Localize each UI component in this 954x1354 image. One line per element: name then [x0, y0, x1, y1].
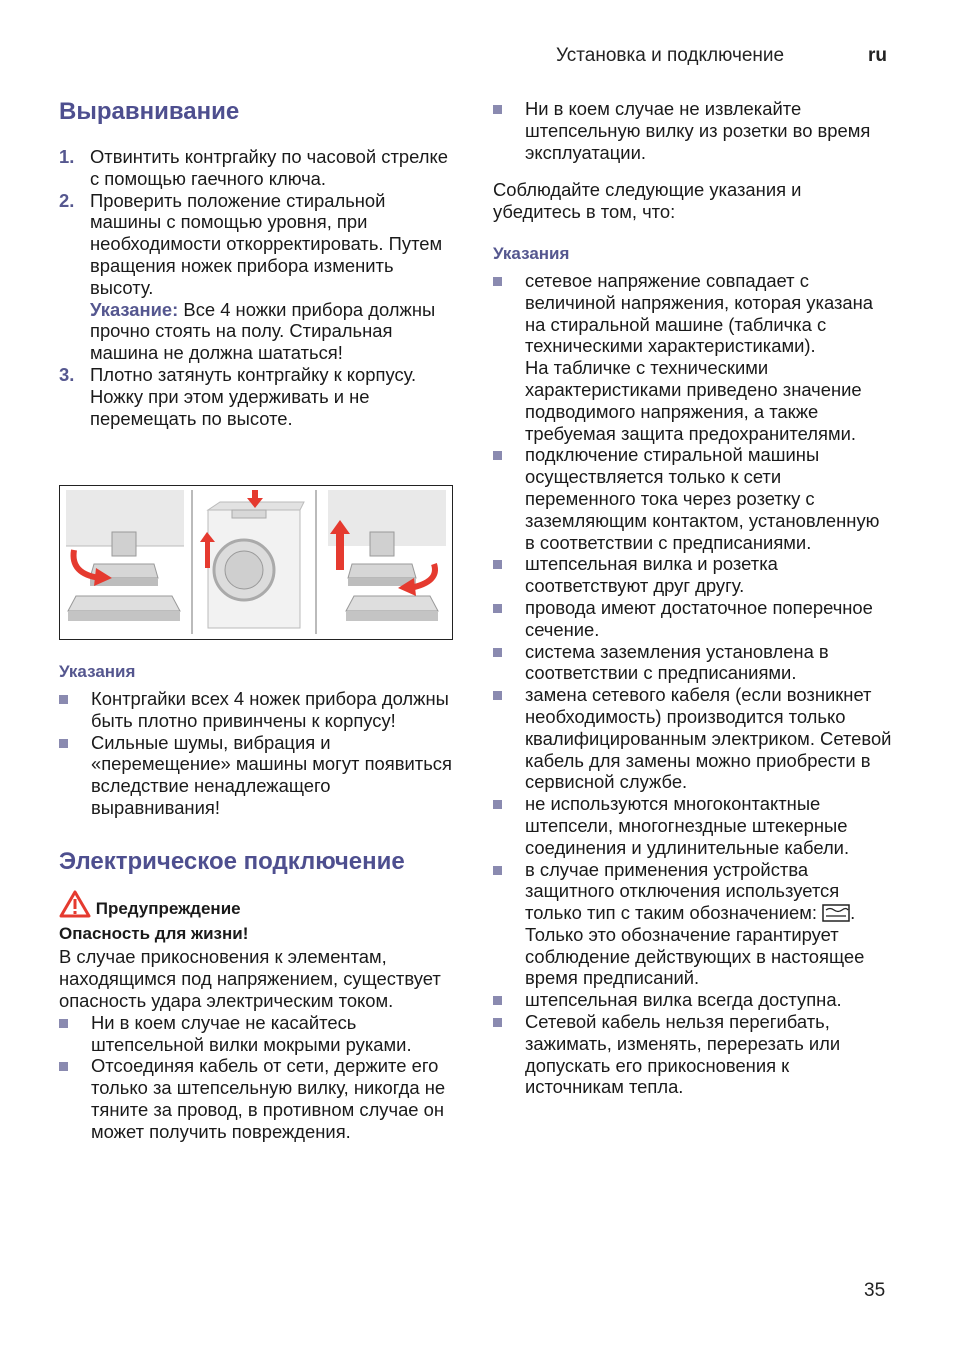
rcd-type-symbol-icon: [822, 904, 850, 922]
list-item: штепсельная вилка всегда доступна.: [493, 989, 893, 1011]
list-item: [493, 859, 893, 990]
electrical-title: Электрическое подключение: [59, 847, 405, 875]
requirements-list: [493, 270, 893, 1098]
list-item: Ни в коем случае не касайтесь штепсельной вилки мокрыми руками.: [59, 1012, 459, 1056]
list-item: Ни в коем случае не извлекайте штепсельную вилку из розетки во время эксплуатации.: [493, 98, 893, 163]
note-label: Указание:: [90, 298, 179, 320]
list-item: не используются многоконтактные штепсели, многогнездные штекерные соединения и удлинительные кабели.: [493, 793, 893, 858]
leveling-steps: [59, 146, 459, 429]
item-extra: На табличке с техническими характеристиками приведено значение подводимого напряжения, а также требуемая защита предохранителями.: [525, 357, 862, 444]
list-item: замена сетевого кабеля (если возникнет необходимость) производится только квалифицированным электриком. Сетевой кабель для замены можно приобрести в сервисной службе.: [493, 684, 893, 793]
left-column: [59, 98, 459, 429]
electrical-bullets: [59, 1012, 459, 1143]
warning-heading: [59, 890, 459, 920]
observe-text: Соблюдайте следующие указания и убедитесь в том, что:: [493, 179, 802, 223]
list-item: Сетевой кабель нельзя перегибать, зажимать, изменять, перерезать или допускать его прикосновения к источникам тепла.: [493, 1011, 893, 1098]
step-text: Проверить положение стиральной машины с помощью уровня, при необходимости откорректировать. Путем вращения ножек прибора изменить высоту.: [90, 189, 443, 298]
step-note: [90, 299, 459, 364]
electrical-intro: В случае прикосновения к элементам, находящимся под напряжением, существует опасность удара электрическим током.: [59, 946, 441, 1011]
list-item: штепсельная вилка и розетка соответствуют друг другу.: [493, 553, 893, 597]
list-item: Контргайки всех 4 ножек прибора должны быть плотно привинчены к корпусу!: [59, 688, 459, 732]
step-number: 3.: [59, 363, 75, 385]
washing-machine-panel: [200, 490, 304, 628]
foot-tighten-panel: [328, 490, 446, 621]
list-item: Сильные шумы, вибрация и «перемещение» машины могут появиться вследствие ненадлежащего выравнивания!: [59, 732, 459, 819]
step-number: 1.: [59, 146, 75, 167]
header-language: ru: [868, 45, 887, 66]
leveling-illustration: [59, 485, 453, 640]
list-item: провода имеют достаточное поперечное сечение.: [493, 597, 893, 641]
right-column: [493, 98, 893, 1098]
step-3: [59, 364, 459, 429]
step-2: [59, 190, 459, 364]
item-text: сетевое напряжение совпадает с величиной напряжения, которая указана на стиральной машине (табличка с техническими характеристиками).: [525, 269, 874, 357]
list-item: система заземления установлена в соответствии с предписаниями.: [493, 641, 893, 685]
item-punct: .: [850, 902, 856, 924]
header-section-title: Установка и подключение: [556, 45, 785, 66]
danger-text: Опасность для жизни!: [59, 923, 249, 943]
list-item: Отсоединяя кабель от сети, держите его только за штепсельную вилку, никогда не тяните за провод, в противном случае он может получить повреждения.: [59, 1055, 459, 1142]
right-top-bullets: [493, 98, 893, 163]
right-notes-title: Указания: [493, 243, 570, 263]
leveling-title: Выравнивание: [59, 98, 240, 125]
list-item: подключение стиральной машины осуществляется только к сети переменного тока через розетку с заземляющим контактом, установленную в соответствии с предписаниями.: [493, 444, 893, 553]
foot-unscrew-panel: [66, 490, 184, 621]
step-extra: Ножку при этом удерживать и не перемещать по высоте.: [90, 385, 370, 429]
step-text: Плотно затянуть контргайку к корпусу.: [90, 363, 417, 385]
item-extra: Только это обозначение гарантирует соблюдение действующих в настоящее время предписаний.: [525, 923, 865, 989]
left-lower: [59, 661, 459, 1143]
leveling-notes-title: Указания: [59, 662, 136, 681]
note-text: Все 4 ножки прибора должны прочно стоять на полу. Стиральная машина не должна шататься!: [90, 298, 436, 364]
step-number: 2.: [59, 189, 75, 211]
leveling-illustration-drawing: [60, 486, 452, 639]
warning-triangle-icon: [59, 890, 91, 918]
warning-title: Предупреждение: [95, 898, 241, 918]
item-text: в случае применения устройства защитного отключения используется только тип с таким обозначением:: [525, 858, 840, 924]
step-1: [59, 146, 459, 190]
page-number: 35: [864, 1280, 886, 1301]
leveling-notes: [59, 688, 459, 819]
list-item: [493, 270, 893, 444]
step-text: Отвинтить контргайку по часовой стрелке с помощью гаечного ключа.: [90, 146, 448, 189]
